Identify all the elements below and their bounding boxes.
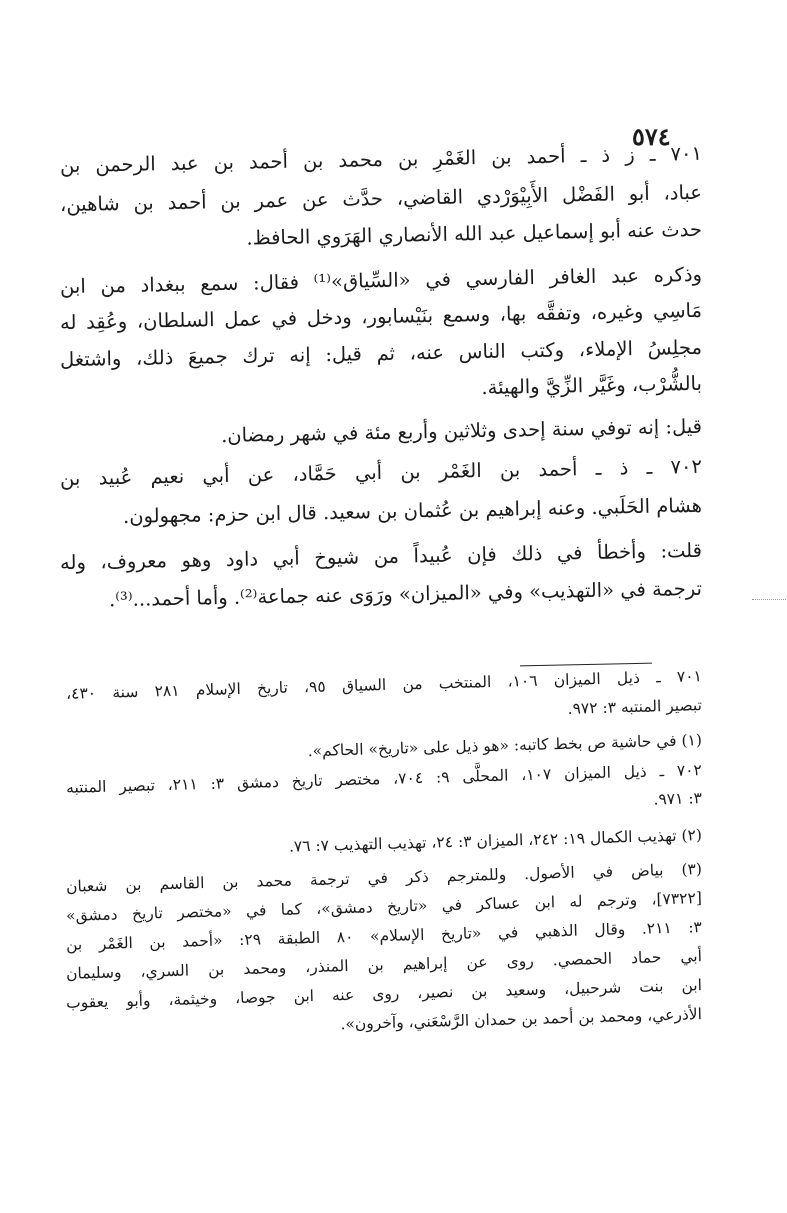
page-number: ٥٧٤ xyxy=(632,122,671,151)
footnote-line: (٣) بياض في الأصول. وللمترجم ذكر في ترجمة محمد بن القاسم بن شعبان xyxy=(65,860,703,896)
footnote-line: ٧٠١ ـ ذيل الميزان ١٠٦، المنتخب من السياق ٩٥، تاريخ الإسلام ٢٨١ سنة ٤٣٠، xyxy=(65,667,703,703)
main-text-line: مجلِسُ الإملاء، وكتب الناس عنه، ثم قيل: إنه ترك جميعَ ذلك، واشتغل xyxy=(59,335,703,372)
footnote-line: ابن بنت شرحبيل، وسعيد بن نصير، روى عنه ابن جوصا، وخيثمة، وأبو يعقوب xyxy=(65,976,703,1012)
main-text-line: بالشُّرْب، وغَيَّر الزِّيَّ والهيئة. xyxy=(481,371,703,400)
footnote-line: [٧٣٢٢]، وترجم له ابن عساكر في «تاريخ دمشق»، كما في «مختصر تاريخ دمشق» xyxy=(65,889,703,925)
main-text-line: قيل: إنه توفي سنة إحدى وثلاثين وأربع مئة في شهر رمضان. xyxy=(220,414,703,448)
footnote-line: الأذرعي، ومحمد بن أحمد بن حمدان الرَّسْعَني، وآخرون». xyxy=(340,1005,703,1034)
main-text-line: هشام الحَلَبي. وعنه إبراهيم بن عُثمان بن سعيد. قال ابن حزم: مجهولون. xyxy=(122,493,703,528)
footnote-line: ٧٠٢ ـ ذيل الميزان ١٠٧، المحلَّى ٩: ٧٠٤، مختصر تاريخ دمشق ٣: ٢١١، تبصير المنتبه xyxy=(65,761,703,797)
main-text-line: وذكره عبد الغافر الفارسي في «السِّياق»⁽¹⁾ فقال: سمع ببغداد من ابن xyxy=(59,262,703,299)
footnote-line: ٣: ٢١١. وقال الذهبي في «تاريخ الإسلام» ٨٠ الطبقة ٢٩: «أحمد بن الغَمْر بن xyxy=(65,918,703,954)
main-text-line: قلت: وأخطأ في ذلك فإن عُبيداً من شيوخ أبي داود وهو معروف، وله xyxy=(59,538,703,575)
footnote-line: (٢) تهذيب الكمال ١٩: ٢٤٢، الميزان ٣: ٢٤، تهذيب التهذيب ٧: ٧٦. xyxy=(288,826,703,856)
scan-mark xyxy=(752,599,787,600)
footnote-line: ٣: ٩٧١. xyxy=(653,789,703,809)
main-text-line: عباد، أبو الفَضْل الأَبِيْوَرْدي القاضي، حدَّث عن عمر بن أحمد بن شاهين، xyxy=(59,180,703,217)
entry-701-heading-line: ٧٠١ ـ ز ذ ـ أحمد بن الغَمْرِ بن محمد بن أحمد بن عبد الرحمن بن xyxy=(59,141,703,178)
main-text-line: ترجمة في «التهذيب» وفي «الميزان» ورَوَى عنه جماعة⁽²⁾. وأما أحمد...⁽³⁾. xyxy=(108,576,703,612)
footnote-line: تبصير المنتبه ٣: ٩٧٢. xyxy=(567,696,703,718)
main-text-line: حدث عنه أبو إسماعيل عبد الله الأنصاري الهَرَوي الحافظ. xyxy=(246,217,703,250)
main-text-line: مَاسِي وغيره، وتفقَّه بها، وسمع بنَيْسابور، ودخل في عمل السلطان، وعُقِد له xyxy=(59,298,703,335)
footnote-line: (١) في حاشية ص بخط كاتبه: «هو ذيل على «تاريخ» الحاكم». xyxy=(307,731,703,761)
footnote-line: أبي حماد الحمصي. روى عن إبراهيم بن المنذر، ومحمد بن السري، وسليمان xyxy=(65,947,703,983)
entry-702-heading-line: ٧٠٢ ـ ذ ـ أحمد بن الغَمْر بن أبي حَمَّاد، عن أبي نعيم عُبيد بن xyxy=(59,454,703,491)
